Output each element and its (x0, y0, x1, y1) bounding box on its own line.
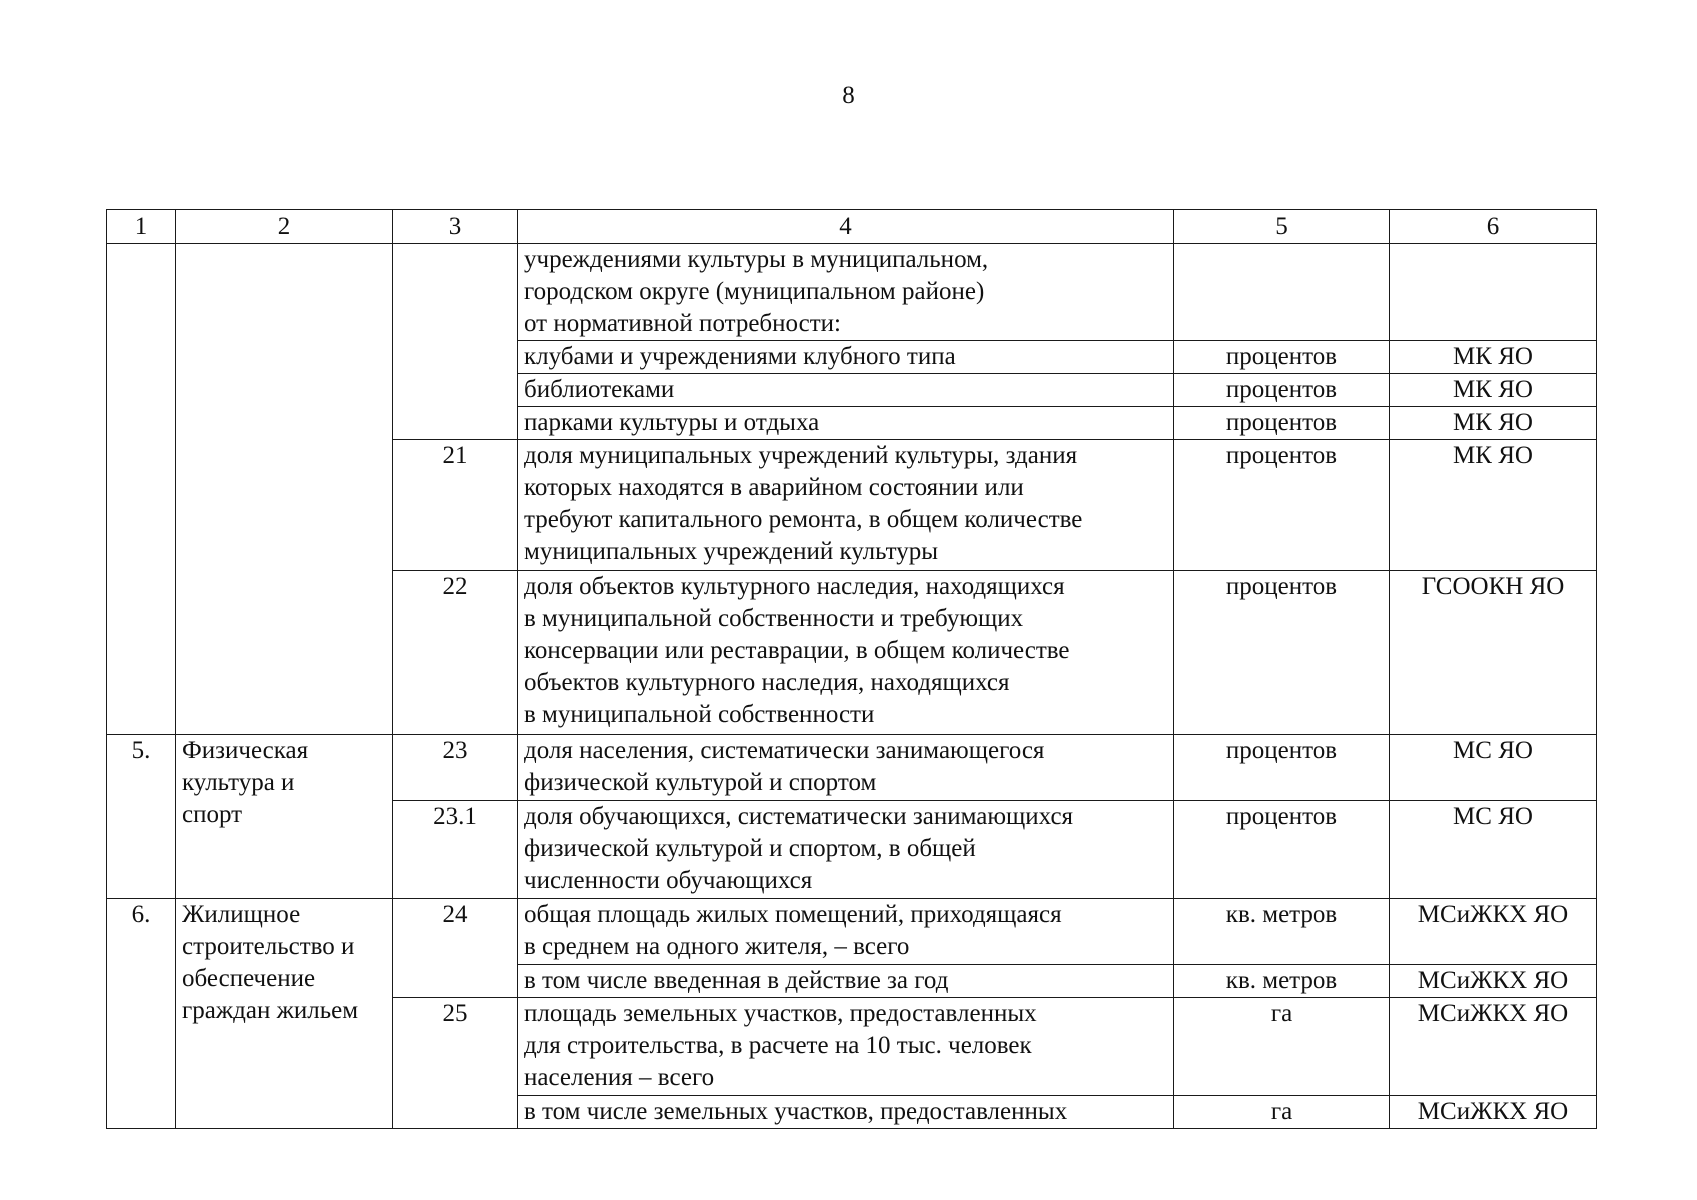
indicator-code-cell (393, 244, 518, 440)
indicators-table (106, 209, 1597, 1129)
indicator-text-cell: парками культуры и отдыха (518, 407, 1174, 440)
header-cell: 6 (1390, 210, 1597, 244)
header-cell: 3 (393, 210, 518, 244)
unit-cell: процентов (1174, 801, 1390, 899)
responsible-org-cell: МСиЖКХ ЯО (1390, 1096, 1597, 1129)
responsible-org-cell: МСиЖКХ ЯО (1390, 998, 1597, 1096)
responsible-org-cell: МС ЯО (1390, 801, 1597, 899)
header-cell: 5 (1174, 210, 1390, 244)
responsible-org-cell: МК ЯО (1390, 440, 1597, 571)
header-cell: 2 (176, 210, 393, 244)
indicator-code-cell: 24 (393, 899, 518, 998)
section-name-cell (176, 244, 393, 735)
indicator-text-cell: в том числе введенная в действие за год (518, 965, 1174, 998)
unit-cell: процентов (1174, 735, 1390, 801)
unit-cell: процентов (1174, 407, 1390, 440)
header-cell: 1 (107, 210, 176, 244)
table-row (107, 735, 1597, 801)
indicator-text-cell: библиотеками (518, 374, 1174, 407)
section-number-cell: 5. (107, 735, 176, 899)
indicator-text-cell: доля обучающихся, систематически занимающихся физической культурой и спортом, в общей численности обучающихся (518, 801, 1174, 899)
unit-cell: процентов (1174, 571, 1390, 735)
unit-cell: кв. метров (1174, 965, 1390, 998)
unit-cell: процентов (1174, 341, 1390, 374)
indicator-code-cell: 21 (393, 440, 518, 571)
indicator-text-cell: доля муниципальных учреждений культуры, здания которых находятся в аварийном состоянии или требуют капитального ремонта, в общем количестве муниципальных учреждений культуры (518, 440, 1174, 571)
table-row (107, 899, 1597, 965)
page-number: 8 (842, 82, 855, 109)
responsible-org-cell (1390, 244, 1597, 341)
section-number-cell: 6. (107, 899, 176, 1129)
indicator-text-cell: доля объектов культурного наследия, находящихся в муниципальной собственности и требующих консервации или реставрации, в общем количестве объектов культурного наследия, находящихся в муниципальной собственности (518, 571, 1174, 735)
responsible-org-cell: ГСООКН ЯО (1390, 571, 1597, 735)
indicator-text-cell: площадь земельных участков, предоставленных для строительства, в расчете на 10 тыс. человек населения – всего (518, 998, 1174, 1096)
indicator-text-cell: доля населения, систематически занимающегося физической культурой и спортом (518, 735, 1174, 801)
unit-cell (1174, 244, 1390, 341)
indicator-text-cell: в том числе земельных участков, предоставленных (518, 1096, 1174, 1129)
section-name-cell: Физическая культура и спорт (176, 735, 393, 899)
indicator-text-cell: общая площадь жилых помещений, приходящаяся в среднем на одного жителя, – всего (518, 899, 1174, 965)
indicator-code-cell: 23.1 (393, 801, 518, 899)
indicator-code-cell: 23 (393, 735, 518, 801)
unit-cell: га (1174, 1096, 1390, 1129)
responsible-org-cell: МК ЯО (1390, 374, 1597, 407)
section-number-cell (107, 244, 176, 735)
responsible-org-cell: МК ЯО (1390, 407, 1597, 440)
header-cell: 4 (518, 210, 1174, 244)
table-row (107, 244, 1597, 341)
table-header-row (107, 210, 1597, 244)
responsible-org-cell: МСиЖКХ ЯО (1390, 965, 1597, 998)
responsible-org-cell: МК ЯО (1390, 341, 1597, 374)
indicator-text-cell: учреждениями культуры в муниципальном, городском округе (муниципальном районе) от нормативной потребности: (518, 244, 1174, 341)
indicator-code-cell: 25 (393, 998, 518, 1129)
responsible-org-cell: МСиЖКХ ЯО (1390, 899, 1597, 965)
unit-cell: процентов (1174, 374, 1390, 407)
unit-cell: кв. метров (1174, 899, 1390, 965)
indicator-text-cell: клубами и учреждениями клубного типа (518, 341, 1174, 374)
unit-cell: га (1174, 998, 1390, 1096)
section-name-cell: Жилищное строительство и обеспечение граждан жильем (176, 899, 393, 1129)
indicator-code-cell: 22 (393, 571, 518, 735)
responsible-org-cell: МС ЯО (1390, 735, 1597, 801)
unit-cell: процентов (1174, 440, 1390, 571)
